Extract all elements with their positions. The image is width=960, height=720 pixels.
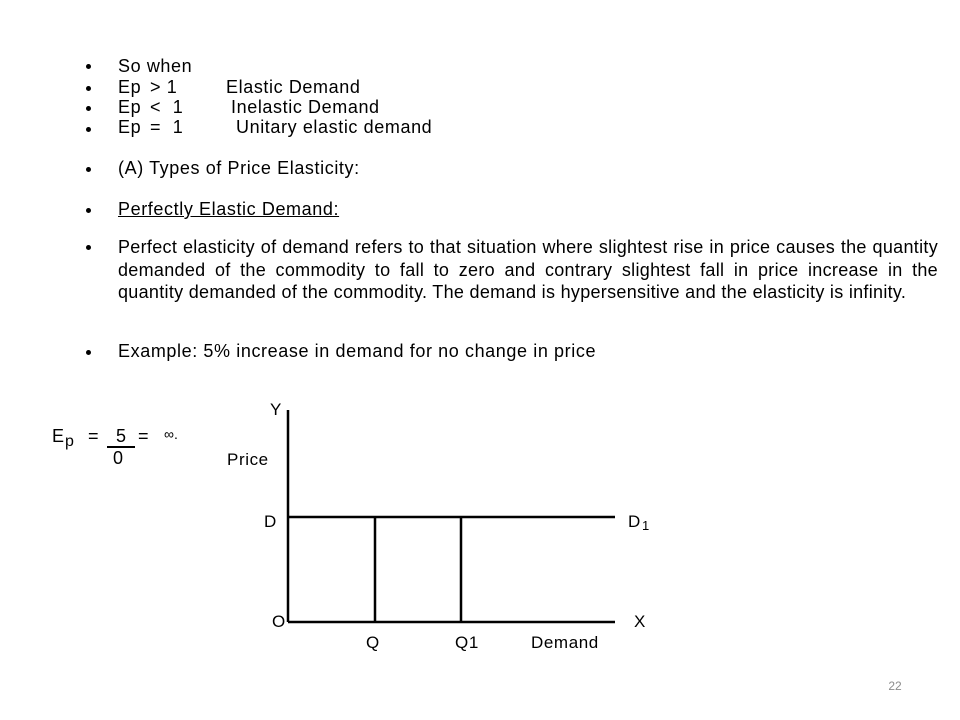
- price-level-d: D: [264, 512, 277, 531]
- definition-paragraph: Perfect elasticity of demand refers to that situation where slightest rise in price causes the quantity demanded of the commodity to fall to zero and contrary slightest fall in price increase in the quantity demanded of the commodity. The demand is hypersensitive and the elasticity is infinity.: [118, 237, 938, 302]
- price-label: Price: [227, 450, 269, 469]
- y-axis-label: Y: [270, 400, 282, 419]
- formula-denominator: 0: [113, 448, 124, 468]
- meaning: Unitary elastic demand: [236, 117, 433, 137]
- bullet-text: (A) Types of Price Elasticity:: [118, 158, 360, 178]
- formula-equals: =: [88, 426, 99, 446]
- x-axis-label: X: [634, 612, 646, 631]
- quantity-label-q: Q: [366, 633, 380, 652]
- quantity-label-q1: Q1: [455, 633, 479, 652]
- origin-label: O: [272, 612, 286, 631]
- ep-label: Ep: [118, 117, 142, 137]
- formula-numerator: 5: [116, 426, 127, 446]
- condition: < 1: [150, 97, 184, 117]
- meaning: Inelastic Demand: [231, 97, 380, 117]
- bullet-heading: Perfectly Elastic Demand:: [118, 199, 340, 219]
- bullet-text: Example: 5% increase in demand for no change in price: [118, 341, 597, 361]
- bullet-text: So when: [118, 56, 193, 76]
- formula-e: E: [52, 426, 65, 446]
- page-number: 22: [888, 679, 902, 693]
- meaning: Elastic Demand: [226, 77, 361, 97]
- condition: = 1: [150, 117, 184, 137]
- ep-label: Ep: [118, 77, 142, 97]
- formula-equals: =: [138, 426, 149, 446]
- ep-label: Ep: [118, 97, 142, 117]
- curve-label-subscript: 1: [642, 518, 650, 533]
- demand-label: Demand: [531, 633, 599, 652]
- condition: > 1: [150, 77, 178, 97]
- curve-label-d: D: [628, 512, 641, 531]
- formula-subscript-p: p: [65, 433, 74, 450]
- formula-infinity: ∞.: [164, 426, 178, 442]
